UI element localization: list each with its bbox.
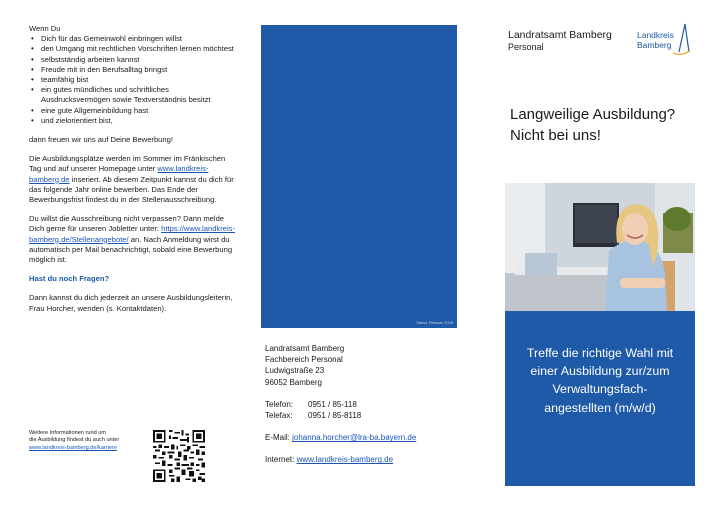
qr-code-icon[interactable] xyxy=(153,430,205,482)
headline xyxy=(510,104,675,146)
list-item: • und zielorientiert bist, xyxy=(29,116,238,126)
list-item: • eine gute Allgemeinbildung hast xyxy=(29,106,238,116)
list-item: • teamfähig bist xyxy=(29,75,238,85)
org-dept: Personal xyxy=(508,42,544,52)
phone-row xyxy=(265,399,416,410)
phone-label: Telefon: xyxy=(265,399,294,409)
list-item: • den Umgang mit rechtlichen Vorschriften lernen möchtest xyxy=(29,44,238,54)
list-item: • ein gutes mündliches und schriftliches Ausdrucksvermögen sowie Textverständnis besitzt xyxy=(29,85,238,105)
cta-line-4: angestellten (m/w/d) xyxy=(544,400,656,415)
phone-value: 0951 / 85-118 xyxy=(308,399,357,409)
fax-row xyxy=(265,410,416,421)
application-invite: dann freuen wir uns auf Deine Bewerbung! xyxy=(29,135,173,145)
more-info xyxy=(29,430,149,452)
jobletter-link[interactable]: https://www.landkreis-bamberg.de/Stellenangebote/ xyxy=(29,224,235,244)
more-info-line: die Ausbildung findest du auch unter xyxy=(29,437,120,444)
intro-text: Wenn Du xyxy=(29,24,61,33)
logo-line-2: Bamberg xyxy=(637,40,672,50)
places-text: Die Ausbildungsplätze werden im Sommer im Fränkischen Tag und auf unserer Homepage unter xyxy=(29,154,226,174)
jobletter-paragraph xyxy=(29,214,238,265)
list-item: • selbstständig arbeiten kannst xyxy=(29,55,238,65)
places-paragraph xyxy=(29,154,238,205)
left-panel xyxy=(0,0,238,510)
jobletter-text-end: an. Nach Anmeldung wirst du automatisch per Mail benachrichtigt, sobald eine Bewerbung möglich ist. xyxy=(29,234,233,265)
fax-value: 0951 / 85-8118 xyxy=(308,411,362,421)
contact-org: Landratsamt Bamberg xyxy=(265,344,345,353)
internet-row xyxy=(265,454,416,465)
internet-label: Internet: xyxy=(265,455,295,465)
cta-box xyxy=(505,311,695,486)
headline-line-1: Langweilige Ausbildung? xyxy=(510,106,676,123)
cta-line-1: Treffe die richtige Wahl mit xyxy=(526,346,674,360)
cta-line-3: Verwaltungsfach- xyxy=(552,382,648,397)
cover-image-placeholder xyxy=(261,25,457,328)
email-row xyxy=(265,432,416,443)
logo-line-1: Landkreis xyxy=(637,30,674,40)
headline-line-2: Nicht bei uns! xyxy=(510,127,601,144)
more-info-line: Weitere Informationen rund um xyxy=(29,430,107,436)
fax-label: Telefax: xyxy=(265,411,293,421)
questions-text: Dann kannst du dich jederzeit an unsere Ausbildungsleiterin, Frau Horcher, wenden (s. Kontaktdaten). xyxy=(29,293,233,313)
requirements-list xyxy=(29,34,238,126)
list-item: • Freude mit in den Berufsalltag bringst xyxy=(29,65,238,75)
contact-street: Ludwigstraße 23 xyxy=(265,366,325,376)
email-label: E-Mail: xyxy=(265,433,290,443)
contact-dept: Fachbereich Personal xyxy=(265,355,343,365)
trainee-photo xyxy=(505,183,695,311)
edition-date: Stand: Februar 2025 xyxy=(416,320,453,325)
jobletter-text: Du willst die Ausschreibung nicht verpassen? Dann melde Dich gerne für unseren Jobletter unter: xyxy=(29,214,225,234)
career-link[interactable]: www.landkreis-bamberg.de/karriere xyxy=(29,444,117,451)
list-item: • Dich für das Gemeinwohl einbringen willst xyxy=(29,34,238,44)
cta-line-2: einer Ausbildung zur/zum xyxy=(530,364,670,379)
middle-panel xyxy=(238,0,481,510)
internet-link[interactable]: www.landkreis-bamberg.de xyxy=(296,455,394,465)
org-name: Landratsamt Bamberg xyxy=(508,29,612,41)
right-panel xyxy=(481,0,720,510)
questions-heading: Hast du noch Fragen? xyxy=(29,274,110,284)
contact-city: 96052 Bamberg xyxy=(265,377,322,387)
landkreis-logo xyxy=(633,22,691,56)
homepage-link[interactable]: www.landkreis-bamberg.de xyxy=(29,164,209,184)
contact-block xyxy=(265,343,416,466)
places-text-end: inseriert. Ab diesem Zeitpunkt kannst du dich für das folgende Jahr online bewerben. Das Ende der Bewerbungsfrist findest du in der Stellenausschreibung. xyxy=(29,174,234,205)
email-link[interactable]: johanna.horcher@lra-ba.bayern.de xyxy=(292,433,417,443)
